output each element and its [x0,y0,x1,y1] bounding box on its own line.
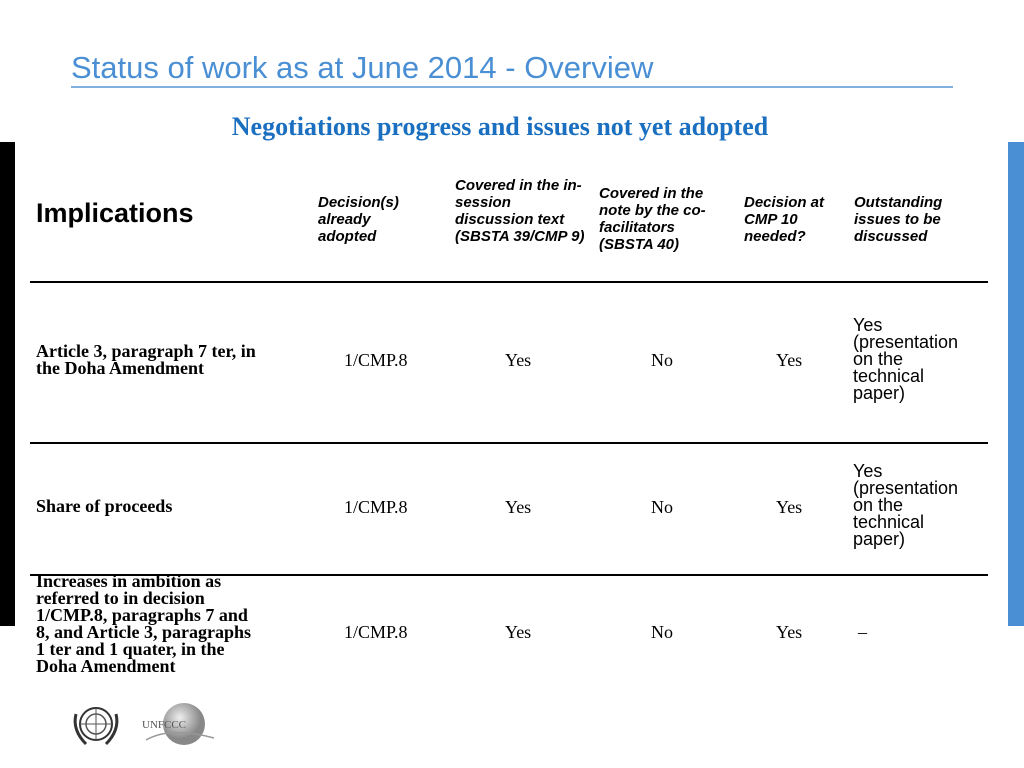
cmp10-cell: Yes [776,497,803,517]
decision-cell: 1/CMP.8 [344,497,408,517]
implication-cell: Increases in ambition as referred to in decision 1/CMP.8, paragraphs 7 and 8, and Article 3, paragraphs 1 ter and 1 quater, in the Doha Amendment [36,571,252,676]
outstanding-cell: Yes (presentation on the technical paper) [853,315,959,403]
header-note: Covered in the note by the co-facilitators (SBSTA 40) [599,185,706,253]
header-outstanding: Outstanding issues to be discussed [854,194,943,245]
header-decisions-adopted: Decision(s) already adopted [318,194,399,245]
note-cell: No [651,497,673,517]
svg-text:UNFCCC: UNFCCC [142,719,187,731]
right-accent-bar [1008,142,1024,626]
implication-cell: Article 3, paragraph 7 ter, in the Doha Amendment [36,341,256,378]
in-session-cell: Yes [505,497,532,517]
header-in-session: Covered in the in-session discussion text (SBSTA 39/CMP 9) [455,177,585,245]
outstanding-cell: Yes (presentation on the technical paper) [853,461,959,549]
subtitle: Negotiations progress and issues not yet adopted [231,112,769,141]
header-cmp10: Decision at CMP 10 needed? [744,194,825,245]
cmp10-cell: Yes [776,350,803,370]
title-underline [71,86,953,88]
table-rule [30,442,988,444]
cmp10-cell: Yes [776,622,803,642]
note-cell: No [651,622,673,642]
left-accent-bar [0,142,15,626]
outstanding-cell: – [858,622,867,642]
in-session-cell: Yes [505,350,532,370]
table-rule [30,281,988,283]
decision-cell: 1/CMP.8 [344,350,408,370]
header-implications: Implications [36,198,194,228]
decision-cell: 1/CMP.8 [344,622,408,642]
note-cell: No [651,350,673,370]
unfccc-logo [140,700,220,750]
page-title: Status of work as at June 2014 - Overview [71,50,654,85]
un-emblem-logo [70,700,122,750]
in-session-cell: Yes [505,622,532,642]
implication-cell: Share of proceeds [36,496,173,516]
